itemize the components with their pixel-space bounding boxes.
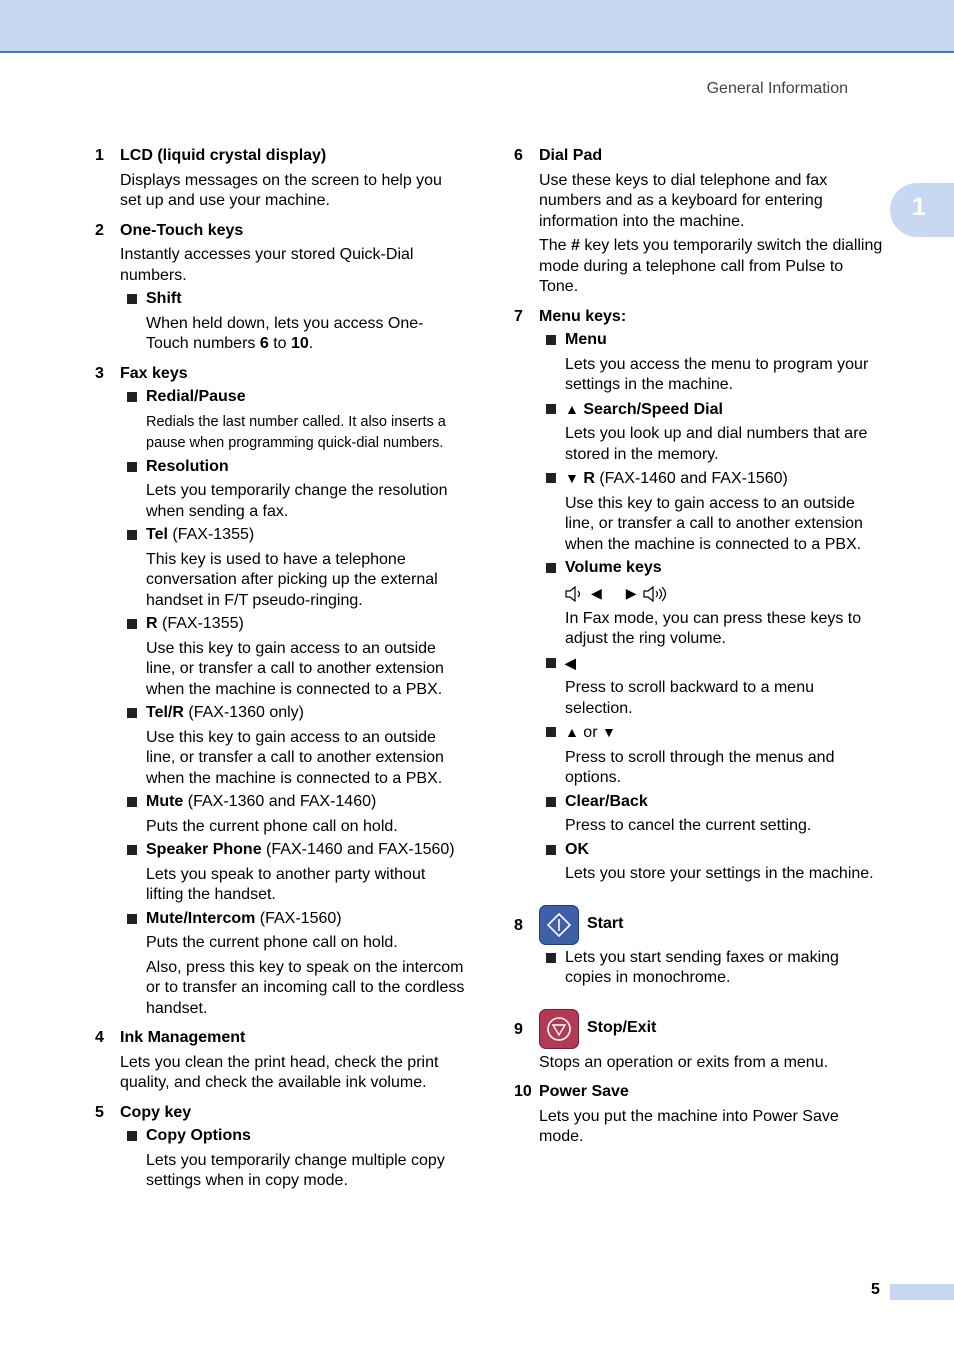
item-desc: Use these keys to dial telephone and fax numbers and as a keyboard for entering information into the machine. [539, 171, 828, 230]
sub-item-shift [120, 289, 465, 355]
sub-item-up-down: ▲ or ▼ Press to scroll through the menus and options. [539, 722, 884, 789]
item-one-touch-keys [95, 221, 465, 355]
bullet-icon [127, 392, 137, 402]
sub-item-search-speed-dial [539, 399, 884, 466]
sub-title: R [146, 615, 158, 632]
bullet-icon [127, 708, 137, 718]
bullet-icon [546, 953, 556, 963]
bullet-icon [127, 914, 137, 924]
page-number: 5 [871, 1281, 880, 1298]
item-number: 7 [514, 307, 523, 325]
item-number: 3 [95, 364, 104, 382]
sub-desc: Puts the current phone call on hold. [146, 934, 398, 951]
item-title: LCD (liquid crystal display) [120, 147, 327, 164]
item-number: 9 [514, 1020, 523, 1038]
bullet-icon [127, 797, 137, 807]
item-title: Fax keys [120, 364, 188, 382]
item-number: 4 [95, 1029, 104, 1046]
sub-title: Tel [146, 526, 168, 543]
bullet-icon [546, 797, 556, 807]
up-arrow-icon: ▲ [565, 400, 579, 417]
sub-desc: Redials the last number called. It also inserts a pause when programming quick-dial numbers. [146, 413, 446, 451]
page-number-bar [890, 1284, 954, 1300]
sub-item-speaker-phone: Speaker Phone (FAX-1460 and FAX-1560) Lets you speak to another party without lifting the handset. [120, 840, 465, 906]
sub-title: Volume keys [565, 559, 662, 576]
bullet-icon [127, 294, 137, 304]
sub-desc: Use this key to gain access to an outside line, or transfer a call to another extension when the machine is connected to a PBX. [146, 639, 444, 698]
sub-title: Clear/Back [565, 792, 648, 810]
sub-title: Search/Speed Dial [583, 400, 723, 418]
running-header: General Information [706, 80, 848, 97]
start-key-icon [539, 905, 579, 945]
bullet-icon [546, 658, 556, 668]
sub-desc: When held down, lets you access One-Touch numbers 6 to 10. [146, 314, 424, 352]
item-number: 1 [95, 147, 104, 164]
item-start [514, 905, 884, 989]
top-banner [0, 0, 954, 53]
sub-desc: Press to cancel the current setting. [565, 817, 812, 834]
sub-title: Shift [146, 290, 182, 307]
item-title: Dial Pad [539, 147, 603, 164]
sub-title: Speaker Phone [146, 841, 262, 858]
item-desc: Lets you clean the print head, check the print quality, and check the available ink volume. [120, 1053, 439, 1091]
item-ink-management [95, 1028, 465, 1094]
sub-title: R [583, 470, 595, 487]
item-number: 5 [95, 1103, 104, 1121]
item-title: Ink Management [120, 1029, 246, 1046]
sub-desc: Lets you speak to another party without lifting the handset. [146, 865, 426, 903]
sub-item-back [539, 653, 884, 720]
bullet-icon [127, 845, 137, 855]
up-arrow-icon: ▲ [565, 724, 579, 740]
bullet-icon [127, 619, 137, 629]
bullet-icon [546, 563, 556, 573]
sub-desc: Press to scroll backward to a menu selection. [565, 679, 814, 717]
sub-desc: Puts the current phone call on hold. [146, 817, 398, 835]
bullet-icon [127, 1131, 137, 1141]
sub-desc: This key is used to have a telephone conversation after picking up the external handset in F/T pseudo-ringing. [146, 550, 438, 609]
item-desc: Instantly accesses your stored Quick-Dial numbers. [120, 246, 414, 284]
item-title: Start [587, 915, 624, 933]
sub-item-redial [120, 387, 465, 454]
sub-title: OK [565, 840, 589, 858]
sub-desc: Use this key to gain access to an outside line, or transfer a call to another extension when the machine is connected to a PBX. [146, 728, 444, 787]
right-arrow-icon: ▶ [625, 585, 637, 602]
sub-item-start [539, 948, 884, 989]
sub-item-tel: Tel (FAX-1355) This key is used to have a telephone conversation after picking up the external handset in F/T pseudo-ringing. [120, 525, 465, 611]
sub-desc: Lets you start sending faxes or making copies in monochrome. [565, 948, 839, 986]
sub-desc: Also, press this key to speak on the intercom or to transfer an incoming call to the cordless handset. [146, 958, 465, 1017]
volume-icons [565, 583, 884, 605]
bullet-icon [546, 335, 556, 345]
sub-desc: Lets you temporarily change multiple copy settings when in copy mode. [146, 1151, 445, 1189]
chapter-tab [890, 183, 954, 237]
bullet-icon [546, 845, 556, 855]
item-desc: Displays messages on the screen to help you set up and use your machine. [120, 171, 442, 209]
sub-item-tel-r: Tel/R (FAX-1360 only) Use this key to gain access to an outside line, or transfer a call to another extension when the machine is connected to a PBX. [120, 703, 465, 789]
sub-title: Menu [565, 331, 607, 348]
sub-desc: Lets you access the menu to program your settings in the machine. [565, 355, 869, 393]
sub-item-resolution [120, 457, 465, 523]
item-title: Power Save [539, 1083, 629, 1100]
sub-desc: Lets you store your settings in the machine. [565, 865, 874, 882]
sub-desc: Lets you temporarily change the resolution when sending a fax. [146, 482, 448, 520]
chapter-number: 1 [912, 193, 926, 221]
sub-item-mute-intercom: Mute/Intercom (FAX-1560) Puts the current phone call on hold. Also, press this key to speak on the intercom or to transfer an incoming call to the cordless handset. [120, 909, 465, 1020]
item-lcd [95, 146, 465, 212]
item-title: One-Touch keys [120, 221, 244, 239]
sub-title: Mute [146, 793, 184, 810]
down-arrow-icon: ▼ [565, 470, 579, 486]
bullet-icon [546, 727, 556, 737]
item-copy-key [95, 1103, 465, 1192]
sub-item-menu [539, 330, 884, 396]
sub-title: Redial/Pause [146, 388, 246, 405]
bullet-icon [127, 462, 137, 472]
sub-title: Tel/R [146, 704, 184, 721]
item-title: Stop/Exit [587, 1019, 657, 1037]
sub-item-copy-options [120, 1126, 465, 1192]
item-dial-pad [514, 146, 884, 298]
item-power-save [514, 1082, 884, 1148]
left-arrow-icon: ◀ [591, 585, 602, 602]
item-title: Menu keys: [539, 307, 627, 325]
item-menu-keys [514, 307, 884, 885]
sub-item-mute: Mute (FAX-1360 and FAX-1460) Puts the current phone call on hold. [120, 792, 465, 837]
sub-title: Copy Options [146, 1127, 251, 1144]
sub-desc: In Fax mode, you can press these keys to adjust the ring volume. [565, 609, 862, 647]
item-desc: The # key lets you temporarily switch the dialling mode during a telephone call from Pulse to Tone. [539, 237, 883, 295]
sub-item-volume-keys [539, 558, 884, 650]
sub-desc: Use this key to gain access to an outside line, or transfer a call to another extension when the machine is connected to a PBX. [565, 494, 863, 553]
sub-item-clear-back [539, 792, 884, 837]
sub-title: Mute/Intercom [146, 909, 256, 927]
item-number: 6 [514, 147, 523, 164]
item-fax-keys [95, 364, 465, 1020]
sub-title: Resolution [146, 457, 229, 475]
left-column [95, 146, 465, 1192]
volume-low-icon [565, 586, 585, 602]
item-desc: Stops an operation or exits from a menu. [539, 1053, 829, 1071]
sub-item-ok [539, 840, 884, 885]
down-arrow-icon: ▼ [601, 724, 616, 740]
item-desc: Lets you put the machine into Power Save mode. [539, 1107, 839, 1145]
item-number: 10 [514, 1083, 532, 1100]
sub-desc: Press to scroll through the menus and options. [565, 748, 835, 786]
sub-desc: Lets you look up and dial numbers that are stored in the memory. [565, 425, 868, 463]
item-number: 8 [514, 916, 523, 934]
item-number: 2 [95, 221, 104, 239]
bullet-icon [546, 473, 556, 483]
volume-high-icon [643, 586, 669, 602]
bullet-icon [127, 530, 137, 540]
left-arrow-icon: ◀ [565, 654, 576, 671]
stop-key-icon [539, 1009, 579, 1049]
bullet-icon [546, 404, 556, 414]
sub-item-r: R (FAX-1355) Use this key to gain access to an outside line, or transfer a call to another extension when the machine is connected to a PBX. [120, 614, 465, 700]
sub-item-r: ▼ R (FAX-1460 and FAX-1560) Use this key to gain access to an outside line, or transfer a call to another extension when the machine is connected to a PBX. [539, 468, 884, 555]
item-stop-exit [514, 1009, 884, 1074]
item-title: Copy key [120, 1103, 192, 1121]
right-column [514, 146, 884, 1148]
